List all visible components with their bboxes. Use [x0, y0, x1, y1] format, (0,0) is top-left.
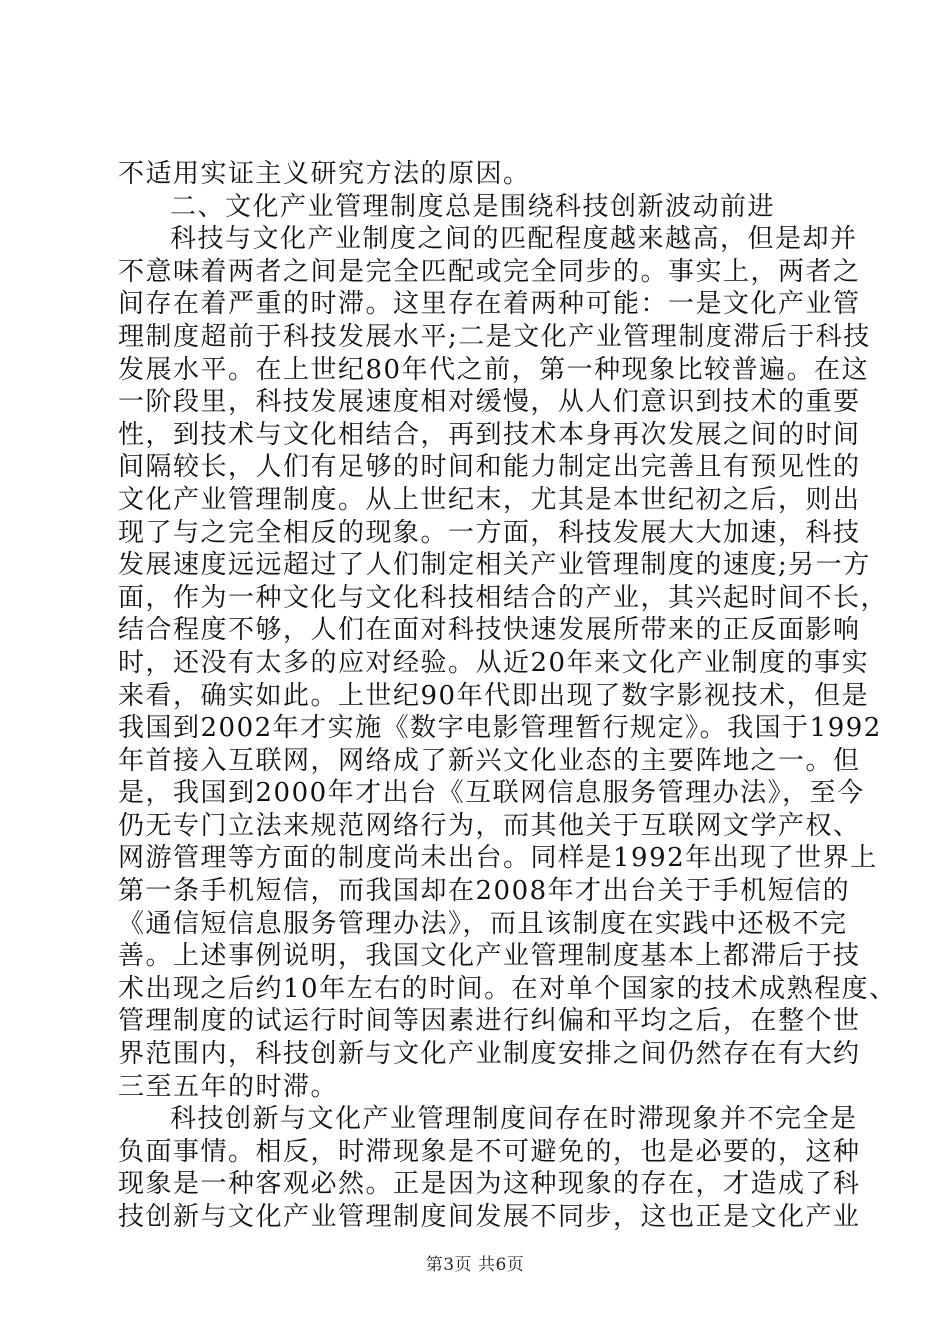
text-line: 科技创新与文化产业管理制度间存在时滞现象并不完全是 — [170, 1104, 858, 1135]
text-line: 文化产业管理制度。从上世纪末，尤其是本世纪初之后，则出 — [118, 484, 861, 515]
text-line: 年首接入互联网，网络成了新兴文化业态的主要阵地之一。但 — [118, 745, 861, 776]
text-line: 仍无专门立法来规范网络行为，而其他关于互联网文学产权、 — [118, 810, 861, 841]
text-line: 发展速度远远超过了人们制定相关产业管理制度的速度;另一方 — [118, 550, 871, 581]
document-body — [118, 158, 897, 1234]
text-line: 管理制度的试运行时间等因素进行纠偏和平均之后，在整个世 — [118, 1006, 861, 1037]
text-line: 界范围内，科技创新与文化产业制度安排之间仍然存在有大约 — [118, 1039, 861, 1070]
section-heading: 二、文化产业管理制度总是围绕科技创新波动前进 — [170, 191, 776, 222]
text-line: 现了与之完全相反的现象。一方面，科技发展大大加速，科技 — [118, 517, 861, 548]
text-line: 发展水平。在上世纪80年代之前，第一种现象比较普遍。在这 — [118, 354, 870, 385]
text-line: 是，我国到2000年才出台《互联网信息服务管理办法》，至今 — [118, 778, 865, 809]
page-number-footer: 第3页 共6页 — [425, 1255, 525, 1275]
text-line: 科技与文化产业制度之间的匹配程度越来越高，但是却并 — [170, 224, 858, 255]
text-line: 理制度超前于科技发展水平;二是文化产业管理制度滞后于科技 — [118, 321, 871, 352]
text-line: 间隔较长，人们有足够的时间和能力制定出完善且有预见性的 — [118, 452, 861, 483]
text-line: 术出现之后约10年左右的时间。在对单个国家的技术成熟程度、 — [118, 973, 897, 1004]
text-line: 间存在着严重的时滞。这里存在着两种可能：一是文化产业管 — [118, 289, 861, 320]
text-line: 《通信短信息服务管理办法》，而且该制度在实践中还极不完 — [118, 908, 848, 939]
paragraph-continuation — [118, 158, 834, 191]
text-line: 性，到技术与文化相结合，再到技术本身再次发展之间的时间 — [118, 419, 861, 450]
text-line: 我国到2002年才实施《数字电影管理暂行规定》。我国于1992 — [118, 713, 882, 744]
text-line: 面，作为一种文化与文化科技相结合的产业，其兴起时间不长， — [118, 582, 889, 613]
text-line: 善。上述事例说明，我国文化产业管理制度基本上都滞后于技 — [118, 941, 861, 972]
text-line: 不意味着两者之间是完全匹配或完全同步的。事实上，两者之 — [118, 256, 861, 287]
paragraph-time-lag-necessity — [118, 1103, 861, 1233]
text-line: 三至五年的时滞。 — [118, 1071, 339, 1102]
text-line: 一阶段里，科技发展速度相对缓慢，从人们意识到技术的重要 — [118, 387, 861, 418]
text-line: 时，还没有太多的应对经验。从近20年来文化产业制度的事实 — [118, 647, 870, 678]
text-line: 来看，确实如此。上世纪90年代即出现了数字影视技术，但是 — [118, 680, 870, 711]
text-line: 现象是一种客观必然。正是因为这种现象的存在，才造成了科 — [118, 1169, 861, 1200]
text-line: 第一条手机短信，而我国却在2008年才出台关于手机短信的 — [118, 876, 851, 907]
text-line: 结合程度不够，人们在面对科技快速发展所带来的正反面影响 — [118, 615, 861, 646]
paragraph-time-lag — [118, 223, 897, 1103]
text-line: 不适用实证主义研究方法的原因。 — [118, 159, 531, 189]
text-line: 网游管理等方面的制度尚未出台。同样是1992年出现了世界上 — [118, 843, 878, 874]
text-line: 技创新与文化产业管理制度间发展不同步，这也正是文化产业 — [118, 1202, 861, 1232]
text-line: 负面事情。相反，时滞现象是不可避免的，也是必要的，这种 — [118, 1136, 861, 1167]
